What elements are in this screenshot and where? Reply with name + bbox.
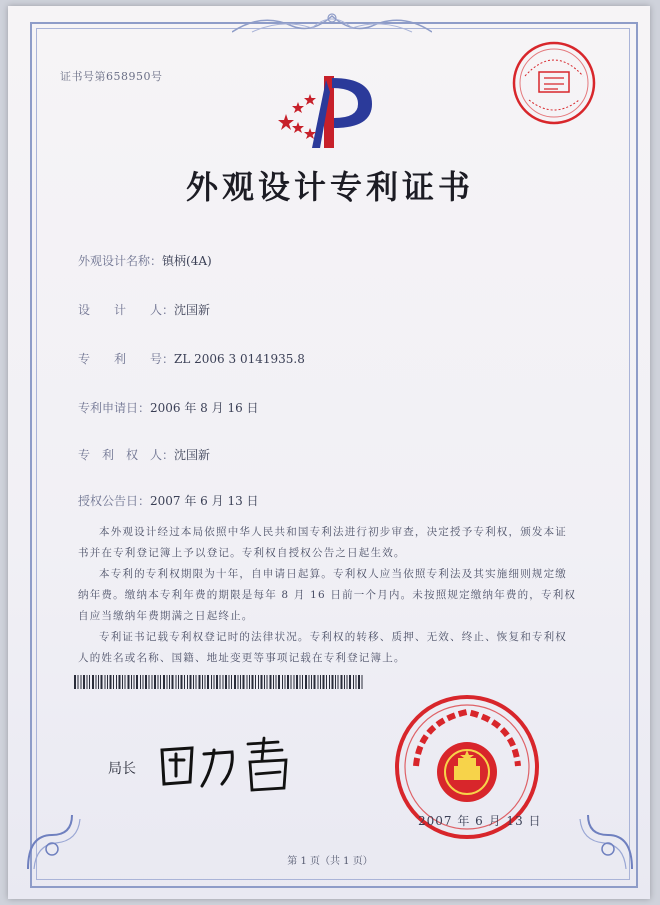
agency-seal-stamp: [511, 40, 597, 126]
field-grant-date: [78, 492, 259, 509]
certificate-body: [78, 522, 578, 669]
field-design-name: [78, 252, 212, 269]
body-paragraph: 本专利的专利权期限为十年，自申请日起算。专利权人应当依照专利法及其实施细则规定缴纳年费。缴纳本专利年费的期限是每年 8 月 16 日前一个月内。未按照规定缴纳年费的，专利权自应当缴纳年费期满之日起终止。: [78, 568, 577, 622]
field-value: 2007 年 6 月 13 日: [150, 494, 259, 508]
field-value: 镇柄(4A): [162, 254, 212, 268]
field-designer: [78, 301, 210, 318]
field-label: 授权公告日：: [78, 494, 151, 508]
issue-date: 2007 年 6 月 13 日: [418, 814, 542, 828]
field-label: 外观设计名称：: [78, 254, 163, 268]
patent-office-logo-icon: [272, 70, 382, 150]
field-label: 专 利 号：: [78, 352, 175, 366]
top-ornament: [232, 8, 432, 34]
field-value: ZL 2006 3 0141935.8: [174, 352, 305, 366]
field-label: 专利申请日：: [78, 401, 151, 415]
page-number: 第 1 页（共 1 页）: [287, 856, 373, 867]
director-signature: [152, 730, 312, 796]
body-paragraph: 专利证书记载专利权登记时的法律状况。专利权的转移、质押、无效、终止、恢复和专利权人的姓名或名称、国籍、地址变更等事项记载在专利登记簿上。: [78, 631, 567, 664]
certificate-number: 证书号第658950号: [60, 70, 163, 83]
body-paragraph: 本外观设计经过本局依照中华人民共和国专利法进行初步审查，决定授予专利权，颁发本证书并在专利登记簿上予以登记。专利权自授权公告之日起生效。: [78, 526, 567, 559]
field-application-date: [78, 399, 259, 416]
field-patentee: [78, 446, 210, 463]
field-patent-number: [78, 350, 305, 367]
field-value: 沈国新: [174, 448, 211, 462]
field-label: 设 计 人：: [78, 303, 175, 317]
field-label: 专 利 权 人：: [78, 448, 175, 462]
field-value: 沈国新: [174, 303, 211, 317]
field-value: 2006 年 8 月 16 日: [150, 401, 259, 415]
director-label: 局长: [108, 761, 136, 777]
certificate-title: 外观设计专利证书: [185, 168, 474, 206]
barcode-strip: [74, 675, 364, 689]
